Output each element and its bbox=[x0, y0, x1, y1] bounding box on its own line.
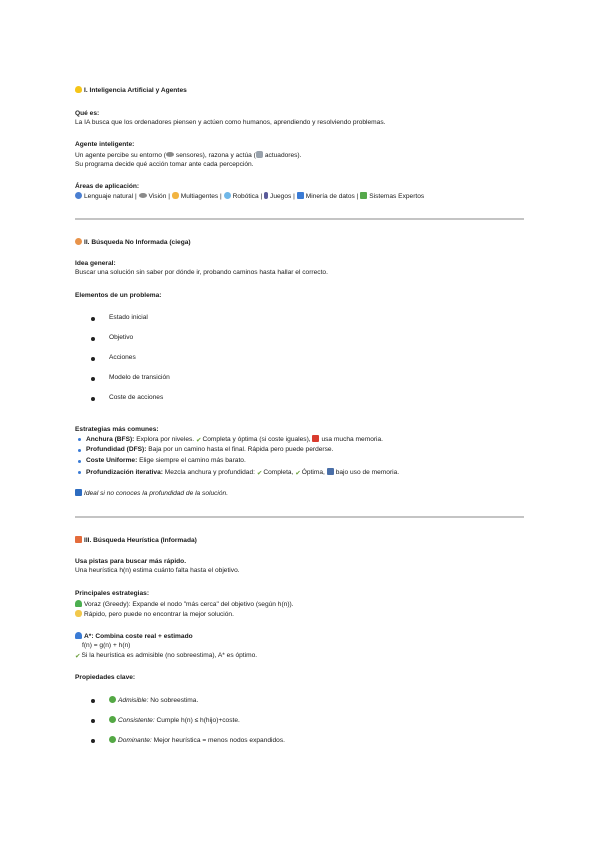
areas-list: Lenguaje natural | Visión | Multiagentes | Robótica | Juegos | Minería de datos | Sistemas Expertos bbox=[75, 192, 424, 202]
elemento-item: Modelo de transición bbox=[109, 374, 170, 381]
idea-text: Buscar una solución sin saber por dónde ir, probando caminos hasta hallar el correcto. bbox=[75, 269, 328, 276]
chart-icon bbox=[297, 192, 304, 199]
floppy-icon bbox=[327, 468, 334, 475]
cross-icon bbox=[312, 435, 319, 442]
idea-label: Idea general: bbox=[75, 260, 116, 267]
estrategia-coste-uniforme: Coste Uniforme: Elige siempre el camino más barato. bbox=[86, 457, 246, 464]
estrategias-label: Estrategias más comunes: bbox=[75, 426, 159, 433]
green-heart-icon bbox=[75, 600, 82, 607]
check-icon: ✔ bbox=[75, 653, 81, 660]
section-1-title: I. Inteligencia Artificial y Agentes bbox=[84, 87, 187, 94]
usa-text: Una heurística h(n) estima cuánto falta hasta el objetivo. bbox=[75, 567, 240, 574]
green-circle-icon bbox=[109, 716, 116, 723]
bullet bbox=[91, 337, 95, 341]
divider bbox=[75, 218, 524, 220]
elementos-label: Elementos de un problema: bbox=[75, 292, 162, 299]
elemento-item: Objetivo bbox=[109, 334, 134, 341]
eye-icon bbox=[166, 152, 174, 157]
principales-label: Principales estrategias: bbox=[75, 590, 150, 597]
game-icon bbox=[264, 192, 268, 199]
bullet bbox=[91, 739, 95, 743]
voraz-note-line: Rápido, pero puede no encontrar la mejor solución. bbox=[75, 610, 234, 620]
gear-icon bbox=[224, 192, 231, 199]
areas-label: Áreas de aplicación: bbox=[75, 183, 140, 190]
estrategia-profundidad: Profundidad (DFS): Baja por un camino hasta el final. Rápida pero puede perderse. bbox=[86, 446, 334, 453]
green-circle-icon bbox=[109, 696, 116, 703]
check-icon: ✔ bbox=[256, 470, 263, 477]
green-circle-icon bbox=[109, 736, 116, 743]
divider bbox=[75, 516, 524, 518]
check-icon: ✔ bbox=[195, 437, 202, 444]
bullet bbox=[91, 397, 95, 401]
nota-text: Ideal si no conoces la profundidad de la solución. bbox=[84, 490, 229, 497]
propiedad-item: Admisible: No sobreestima. bbox=[109, 696, 198, 706]
propiedad-item: Dominante: Mejor heurística = menos nodos expandidos. bbox=[109, 736, 285, 746]
agente-line-1: Un agente percibe su entorno ( sensores), razona y actúa ( actuadores). bbox=[75, 152, 302, 159]
elemento-item: Acciones bbox=[109, 354, 136, 361]
bullet bbox=[91, 377, 95, 381]
section-2-heading bbox=[75, 238, 191, 248]
blue-heart-icon bbox=[75, 632, 82, 639]
estrategia-iterativa: Profundización iterativa: Mezcla anchura y profundidad: ✔Completa, ✔Óptima, bajo uso de memoria. bbox=[86, 469, 400, 477]
section-3-heading bbox=[75, 536, 197, 546]
section-3-title: III. Búsqueda Heurística (Informada) bbox=[84, 537, 197, 544]
puzzle-icon bbox=[360, 192, 367, 199]
agente-line-2: Su programa decide qué acción tomar ante cada percepción. bbox=[75, 161, 254, 168]
eye-icon bbox=[139, 193, 147, 198]
pointing-hand-icon bbox=[75, 610, 82, 617]
section-2-title: II. Búsqueda No Informada (ciega) bbox=[84, 239, 191, 246]
abacus-icon bbox=[75, 536, 82, 543]
bullet bbox=[78, 460, 81, 463]
elemento-item: Estado inicial bbox=[109, 314, 148, 321]
section-1-heading bbox=[75, 86, 187, 96]
bullet bbox=[91, 719, 95, 723]
robot-icon bbox=[256, 151, 263, 158]
elemento-item: Coste de acciones bbox=[109, 394, 164, 401]
agente-label: Agente inteligente: bbox=[75, 141, 135, 148]
book-icon bbox=[75, 489, 82, 496]
bullet bbox=[78, 471, 81, 474]
nota-line bbox=[75, 489, 228, 499]
propiedades-label: Propiedades clave: bbox=[75, 674, 136, 681]
voraz-line: Voraz (Greedy): Expande el nodo "más cerca" del objetivo (según h(n)). bbox=[75, 600, 294, 610]
bullet bbox=[91, 357, 95, 361]
compass-icon bbox=[75, 238, 82, 245]
check-icon: ✔ bbox=[295, 470, 301, 477]
estrategia-anchura: Anchura (BFS): Explora por niveles. ✔Completa y óptima (si coste iguales), usa mucha memoria. bbox=[86, 436, 384, 444]
que-es-label: Qué es: bbox=[75, 110, 100, 117]
astar-formula: f(n) = g(n) + h(n) bbox=[82, 642, 131, 649]
astar-line: A*: Combina coste real + estimado bbox=[75, 632, 193, 642]
que-es-text: La IA busca que los ordenadores piensen y actúen como humanos, aprendiendo y resolviendo problemas. bbox=[75, 119, 386, 126]
usa-label: Usa pistas para buscar más rápido. bbox=[75, 558, 187, 565]
speech-icon bbox=[75, 192, 82, 199]
lightbulb-icon bbox=[75, 86, 82, 93]
propiedad-item: Consistente: Cumple h(n) ≤ h(hijo)+coste. bbox=[109, 716, 240, 726]
bullet bbox=[91, 317, 95, 321]
astar-note-line: ✔Si la heurística es admisible (no sobreestima), A* es óptimo. bbox=[75, 652, 258, 660]
bullet bbox=[78, 449, 81, 452]
handshake-icon bbox=[172, 192, 179, 199]
bullet bbox=[91, 699, 95, 703]
bullet bbox=[78, 438, 81, 441]
